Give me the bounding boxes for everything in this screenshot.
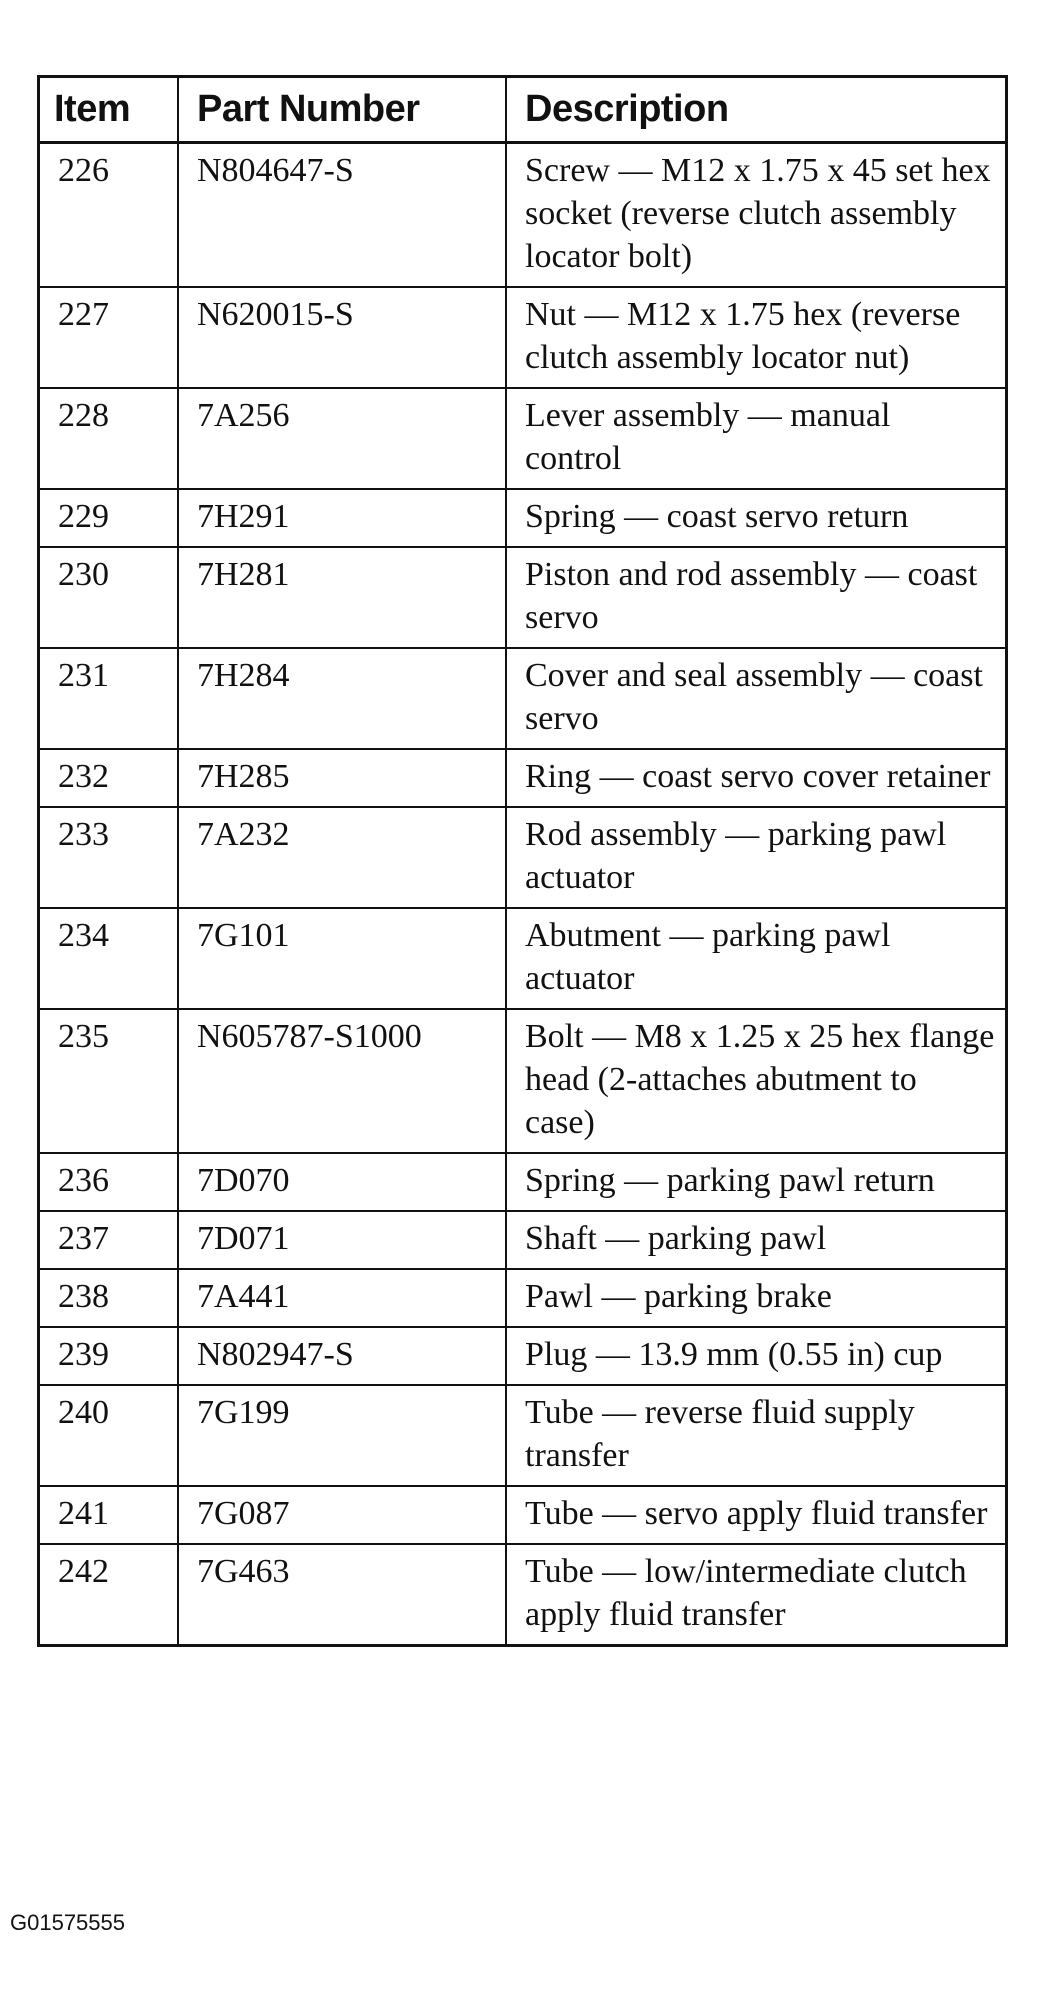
- cell-item: 236: [39, 1153, 179, 1211]
- table-row: [39, 1327, 1007, 1385]
- cell-part-number: 7H281: [178, 547, 506, 648]
- table-row: [39, 1544, 1007, 1646]
- cell-description: Tube — reverse fluid supply transfer: [506, 1385, 1007, 1486]
- cell-part-number: N620015-S: [178, 287, 506, 388]
- cell-description: Plug — 13.9 mm (0.55 in) cup: [506, 1327, 1007, 1385]
- cell-description: Abutment — parking pawl actuator: [506, 908, 1007, 1009]
- header-item: Item: [39, 77, 179, 143]
- cell-item: 230: [39, 547, 179, 648]
- cell-description: Tube — servo apply fluid transfer: [506, 1486, 1007, 1544]
- cell-item: 232: [39, 749, 179, 807]
- table-row: [39, 1153, 1007, 1211]
- cell-item: 229: [39, 489, 179, 547]
- cell-description: Spring — coast servo return: [506, 489, 1007, 547]
- cell-part-number: 7G199: [178, 1385, 506, 1486]
- table-row: [39, 1009, 1007, 1153]
- cell-item: 242: [39, 1544, 179, 1646]
- cell-part-number: 7A441: [178, 1269, 506, 1327]
- table-row: [39, 1269, 1007, 1327]
- table-header-row: [39, 77, 1007, 143]
- cell-item: 240: [39, 1385, 179, 1486]
- cell-part-number: 7G087: [178, 1486, 506, 1544]
- cell-item: 234: [39, 908, 179, 1009]
- header-description: Description: [506, 77, 1007, 143]
- table-body: [39, 143, 1007, 1646]
- cell-description: Lever assembly — manual control: [506, 388, 1007, 489]
- cell-part-number: 7H291: [178, 489, 506, 547]
- cell-item: 235: [39, 1009, 179, 1153]
- parts-table: [37, 75, 1008, 1647]
- cell-part-number: N802947-S: [178, 1327, 506, 1385]
- table-row: [39, 388, 1007, 489]
- cell-item: 227: [39, 287, 179, 388]
- cell-item: 241: [39, 1486, 179, 1544]
- cell-description: Ring — coast servo cover retainer: [506, 749, 1007, 807]
- cell-description: Rod assembly — parking pawl actuator: [506, 807, 1007, 908]
- cell-item: 233: [39, 807, 179, 908]
- table-row: [39, 547, 1007, 648]
- table-row: [39, 749, 1007, 807]
- cell-item: 238: [39, 1269, 179, 1327]
- figure-code: G01575555: [10, 1910, 125, 1935]
- cell-item: 237: [39, 1211, 179, 1269]
- table-row: [39, 908, 1007, 1009]
- cell-description: Cover and seal assembly — coast servo: [506, 648, 1007, 749]
- cell-description: Piston and rod assembly — coast servo: [506, 547, 1007, 648]
- cell-description: Nut — M12 x 1.75 hex (reverse clutch assembly locator nut): [506, 287, 1007, 388]
- cell-part-number: 7G463: [178, 1544, 506, 1646]
- cell-description: Bolt — M8 x 1.25 x 25 hex flange head (2-attaches abutment to case): [506, 1009, 1007, 1153]
- cell-part-number: 7H285: [178, 749, 506, 807]
- cell-description: Spring — parking pawl return: [506, 1153, 1007, 1211]
- cell-description: Pawl — parking brake: [506, 1269, 1007, 1327]
- table-row: [39, 489, 1007, 547]
- cell-part-number: 7A256: [178, 388, 506, 489]
- table-row: [39, 648, 1007, 749]
- cell-description: Tube — low/intermediate clutch apply fluid transfer: [506, 1544, 1007, 1646]
- cell-part-number: 7D071: [178, 1211, 506, 1269]
- cell-part-number: 7G101: [178, 908, 506, 1009]
- table-row: [39, 807, 1007, 908]
- cell-item: 228: [39, 388, 179, 489]
- cell-item: 231: [39, 648, 179, 749]
- cell-part-number: 7D070: [178, 1153, 506, 1211]
- cell-part-number: 7A232: [178, 807, 506, 908]
- cell-part-number: 7H284: [178, 648, 506, 749]
- table-row: [39, 287, 1007, 388]
- table-row: [39, 1211, 1007, 1269]
- cell-item: 226: [39, 143, 179, 288]
- cell-item: 239: [39, 1327, 179, 1385]
- cell-description: Screw — M12 x 1.75 x 45 set hex socket (reverse clutch assembly locator bolt): [506, 143, 1007, 288]
- cell-part-number: N605787-S1000: [178, 1009, 506, 1153]
- header-part-number: Part Number: [178, 77, 506, 143]
- cell-description: Shaft — parking pawl: [506, 1211, 1007, 1269]
- table-row: [39, 1486, 1007, 1544]
- cell-part-number: N804647-S: [178, 143, 506, 288]
- table-row: [39, 1385, 1007, 1486]
- table-row: [39, 143, 1007, 288]
